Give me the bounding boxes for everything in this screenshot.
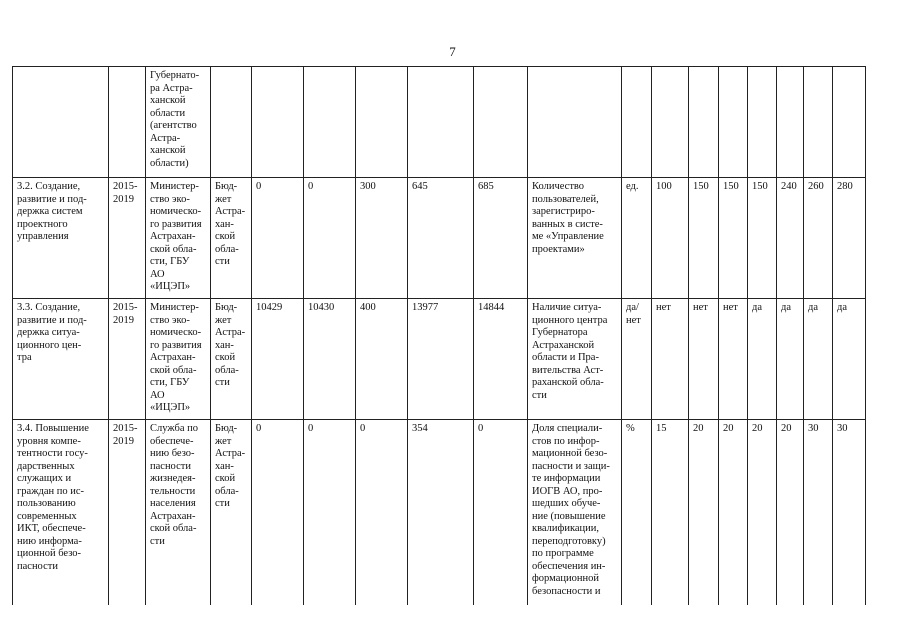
target-cell: да <box>833 299 866 420</box>
target-cell: 15 <box>652 420 689 606</box>
target-cell: нет <box>689 299 719 420</box>
period-cell: 2015- 2019 <box>109 299 146 420</box>
target-cell: да <box>748 299 777 420</box>
amount-cell: 13977 <box>408 299 474 420</box>
indicator-cell <box>528 67 622 178</box>
amount-cell: 645 <box>408 178 474 299</box>
target-cell: нет <box>719 299 748 420</box>
unit-cell: % <box>622 420 652 606</box>
amount-cell <box>408 67 474 178</box>
amount-cell: 14844 <box>474 299 528 420</box>
task-cell <box>13 67 109 178</box>
target-cell: 20 <box>689 420 719 606</box>
amount-cell: 0 <box>304 178 356 299</box>
amount-cell <box>304 67 356 178</box>
amount-cell: 300 <box>356 178 408 299</box>
unit-cell: ед. <box>622 178 652 299</box>
amount-cell: 10430 <box>304 299 356 420</box>
source-cell: Бюд- жет Астра- хан- ской обла- сти <box>211 420 252 606</box>
source-cell <box>211 67 252 178</box>
indicator-cell: Количество пользователей, зарегистриро- ванных в систе- ме «Управление проектами» <box>528 178 622 299</box>
table-row <box>13 178 866 299</box>
target-cell <box>804 67 833 178</box>
amount-cell: 0 <box>356 420 408 606</box>
executor-cell: Министер- ство эко- номическо- го развития Астрахан- ской обла- сти, ГБУ АО «ИЦЭП» <box>146 178 211 299</box>
amount-cell: 0 <box>252 178 304 299</box>
task-cell: 3.2. Создание, развитие и под- держка систем проектного управления <box>13 178 109 299</box>
executor-cell: Служба по обеспече- нию безо- пасности жизнедея- тельности населения Астрахан- ской обла- сти <box>146 420 211 606</box>
target-cell: 20 <box>719 420 748 606</box>
target-cell: нет <box>652 299 689 420</box>
target-cell: 20 <box>748 420 777 606</box>
executor-cell: Губернато- ра Астра- ханской области (агентство Астра- ханской области) <box>146 67 211 178</box>
program-table <box>12 66 866 605</box>
target-cell: 150 <box>748 178 777 299</box>
target-cell: да <box>777 299 804 420</box>
unit-cell: да/ нет <box>622 299 652 420</box>
indicator-cell: Доля специали- стов по инфор- мационной безо- пасности и защи- те информации ИОГВ АО, про- шедших обуче- ние (повышение квалификации, переподготовку) по программе обеспечения ин- формационной безопасности и <box>528 420 622 606</box>
source-cell: Бюд- жет Астра- хан- ской обла- сти <box>211 299 252 420</box>
amount-cell: 10429 <box>252 299 304 420</box>
indicator-cell: Наличие ситуа- ционного центра Губернатора Астраханской области и Пра- вительства Аст- раханской обла- сти <box>528 299 622 420</box>
period-cell: 2015- 2019 <box>109 420 146 606</box>
target-cell: да <box>804 299 833 420</box>
page-number: 7 <box>449 44 456 59</box>
table-row <box>13 67 866 178</box>
amount-cell <box>356 67 408 178</box>
amount-cell <box>474 67 528 178</box>
task-cell: 3.4. Повышение уровня компе- тентности госу- дарственных служащих и граждан по ис- пользованию современных ИКТ, обеспече- нию информа- ционной безо- пасности <box>13 420 109 606</box>
executor-cell: Министер- ство эко- номическо- го развития Астрахан- ской обла- сти, ГБУ АО «ИЦЭП» <box>146 299 211 420</box>
target-cell: 260 <box>804 178 833 299</box>
period-cell <box>109 67 146 178</box>
unit-cell <box>622 67 652 178</box>
amount-cell: 0 <box>304 420 356 606</box>
target-cell: 30 <box>804 420 833 606</box>
table-row <box>13 299 866 420</box>
task-cell: 3.3. Создание, развитие и под- держка ситуа- ционного цен- тра <box>13 299 109 420</box>
target-cell: 30 <box>833 420 866 606</box>
target-cell: 20 <box>777 420 804 606</box>
target-cell <box>719 67 748 178</box>
target-cell: 150 <box>719 178 748 299</box>
target-cell: 240 <box>777 178 804 299</box>
target-cell <box>777 67 804 178</box>
source-cell: Бюд- жет Астра- хан- ской обла- сти <box>211 178 252 299</box>
table-row <box>13 420 866 606</box>
target-cell <box>748 67 777 178</box>
amount-cell: 0 <box>252 420 304 606</box>
target-cell: 100 <box>652 178 689 299</box>
amount-cell: 0 <box>474 420 528 606</box>
amount-cell: 354 <box>408 420 474 606</box>
target-cell: 150 <box>689 178 719 299</box>
target-cell <box>652 67 689 178</box>
period-cell: 2015- 2019 <box>109 178 146 299</box>
amount-cell: 400 <box>356 299 408 420</box>
amount-cell <box>252 67 304 178</box>
target-cell <box>689 67 719 178</box>
amount-cell: 685 <box>474 178 528 299</box>
target-cell <box>833 67 866 178</box>
target-cell: 280 <box>833 178 866 299</box>
